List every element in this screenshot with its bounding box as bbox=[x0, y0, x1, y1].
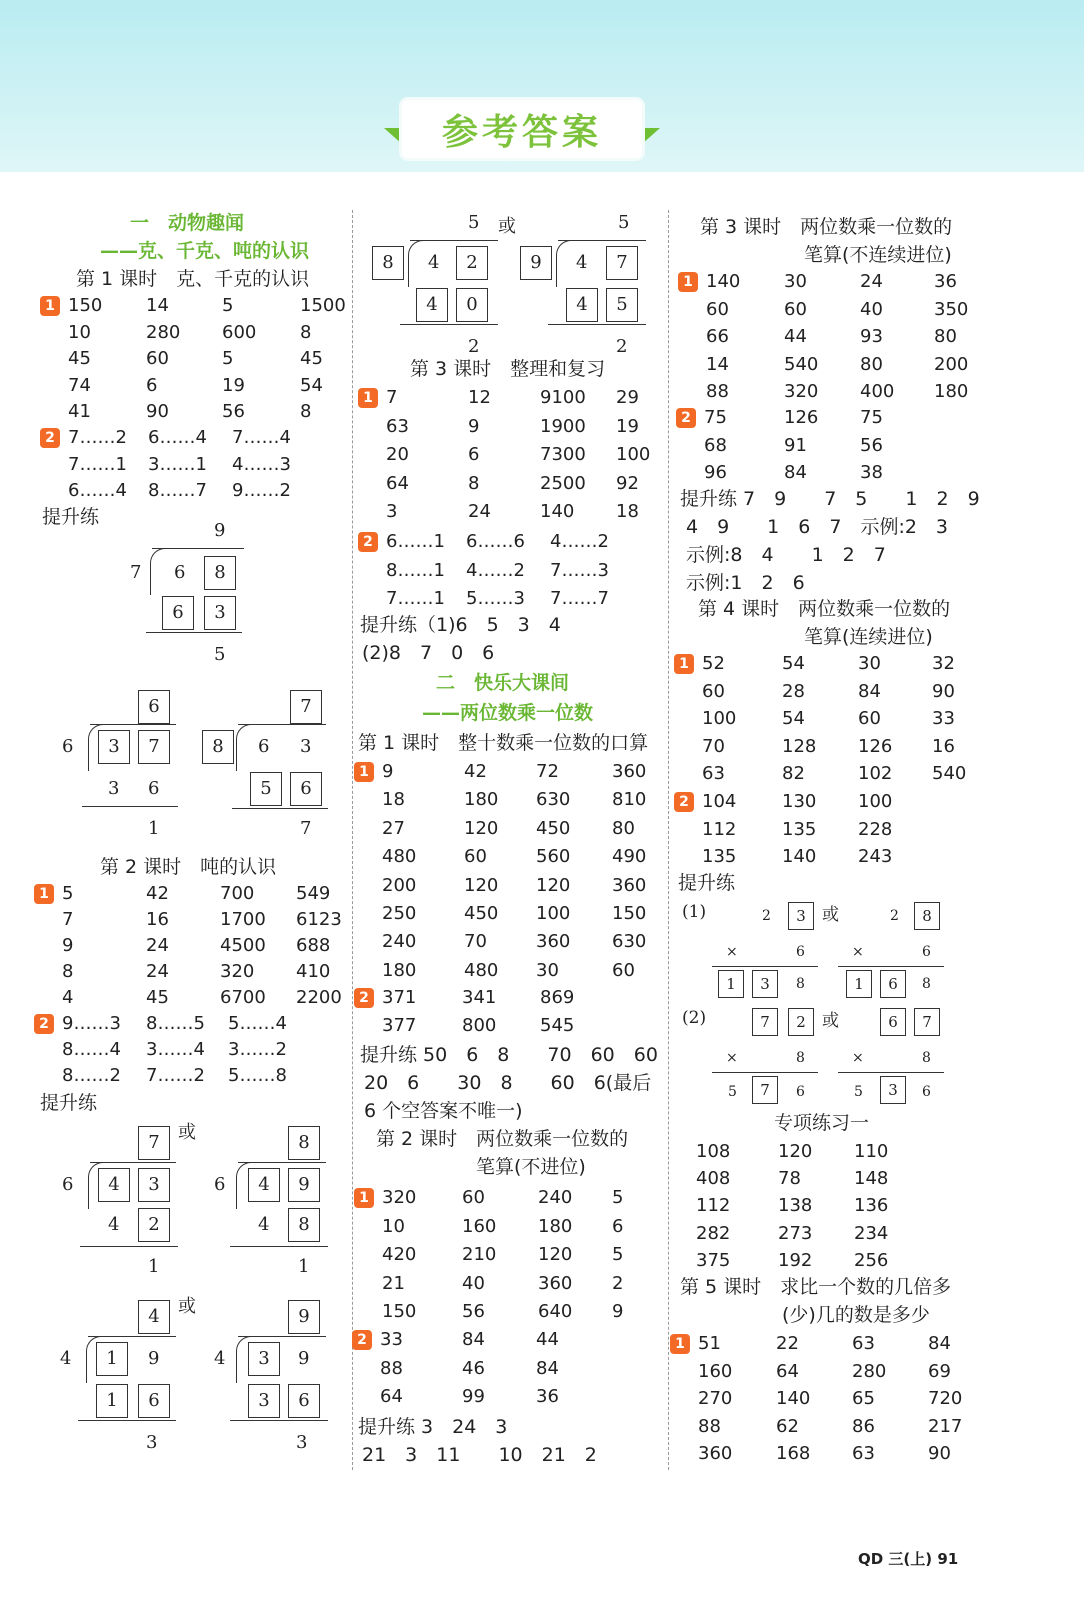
answer-cell: 160 bbox=[462, 1215, 497, 1237]
answer-cell: 320 bbox=[220, 961, 255, 982]
column-divider bbox=[668, 210, 669, 1470]
answer-cell: 140 bbox=[540, 501, 575, 522]
answer-cell: 360 bbox=[612, 761, 647, 782]
answer-cell: 46 bbox=[462, 1357, 485, 1379]
answer-cell: 8……7 bbox=[148, 480, 207, 501]
tisheng-line: 提升练 7 9 7 5 1 2 9 bbox=[680, 488, 980, 510]
ribbon-right bbox=[642, 128, 660, 144]
answer-cell: 4……2 bbox=[550, 531, 609, 552]
answer-cell: 91 bbox=[784, 434, 807, 456]
answer-cell: 104 bbox=[702, 791, 737, 812]
lesson-title: 第 2 课时 吨的认识 bbox=[100, 856, 277, 878]
answer-cell: 210 bbox=[462, 1244, 497, 1266]
answer-cell: 60 bbox=[784, 298, 807, 320]
answer-cell: 4……2 bbox=[466, 559, 525, 581]
answer-cell: 69 bbox=[928, 1360, 951, 1382]
answer-cell: 93 bbox=[860, 326, 883, 347]
tisheng-line: 4 9 1 6 7 示例:2 3 bbox=[686, 516, 949, 538]
answer-cell: 9 bbox=[468, 415, 480, 437]
answer-cell: 256 bbox=[854, 1249, 889, 1271]
answer-cell: 60 bbox=[702, 680, 725, 702]
answer-cell: 8 bbox=[468, 472, 480, 494]
answer-cell: 200 bbox=[382, 874, 417, 896]
answer-cell: 64 bbox=[380, 1386, 403, 1408]
answer-cell: 28 bbox=[782, 680, 805, 702]
answer-cell: 375 bbox=[696, 1249, 731, 1271]
answer-cell: 5 bbox=[222, 348, 234, 369]
answer-cell: 100 bbox=[616, 444, 651, 465]
answer-cell: 3 bbox=[386, 501, 398, 522]
question-number-badge: 1 bbox=[354, 762, 374, 782]
answer-cell: 14 bbox=[706, 353, 729, 375]
answer-cell: 88 bbox=[698, 1415, 721, 1437]
answer-cell: 8 bbox=[300, 321, 312, 343]
answer-cell: 7……3 bbox=[550, 559, 609, 581]
tisheng-line: 示例:1 2 6 bbox=[686, 572, 805, 594]
answer-cell: 4……3 bbox=[232, 453, 291, 475]
answer-cell: 4500 bbox=[220, 935, 266, 956]
answer-cell: 102 bbox=[858, 763, 893, 784]
answer-cell: 60 bbox=[612, 959, 635, 981]
answer-cell: 8……2 bbox=[62, 1065, 121, 1086]
answer-cell: 88 bbox=[706, 381, 729, 402]
answer-cell: 20 bbox=[386, 444, 409, 465]
answer-cell: 120 bbox=[536, 874, 571, 896]
question-number-badge: 1 bbox=[674, 654, 694, 674]
answer-cell: 320 bbox=[784, 381, 819, 402]
lesson-subtitle: (少)几的数是多少 bbox=[782, 1304, 930, 1326]
answer-cell: 630 bbox=[536, 789, 571, 811]
answer-cell: 74 bbox=[68, 374, 91, 396]
page-footer: QD 三(上) 91 bbox=[858, 1550, 959, 1568]
answer-cell: 38 bbox=[860, 462, 883, 483]
answer-cell: 84 bbox=[784, 462, 807, 483]
answer-cell: 54 bbox=[782, 708, 805, 729]
answer-cell: 180 bbox=[382, 959, 417, 981]
answer-cell: 19 bbox=[616, 415, 639, 437]
answer-cell: 62 bbox=[776, 1415, 799, 1437]
answer-cell: 150 bbox=[382, 1301, 417, 1323]
answer-cell: 54 bbox=[782, 653, 805, 674]
answer-cell: 7300 bbox=[540, 444, 586, 465]
answer-cell: 6 bbox=[146, 374, 158, 396]
question-number-badge: 2 bbox=[40, 428, 60, 448]
answer-cell: 108 bbox=[696, 1141, 731, 1162]
unit-title: 一 动物趣闻 bbox=[130, 212, 245, 234]
answer-cell: 869 bbox=[540, 987, 575, 1008]
answer-cell: 810 bbox=[612, 789, 647, 811]
lesson-title: 第 3 课时 两位数乘一位数的 bbox=[700, 216, 953, 238]
tisheng-line: 示例:8 4 1 2 7 bbox=[686, 544, 886, 566]
answer-cell: 371 bbox=[382, 987, 417, 1008]
answer-cell: 410 bbox=[296, 961, 331, 982]
answer-cell: 120 bbox=[538, 1244, 573, 1266]
answer-cell: 240 bbox=[538, 1187, 573, 1208]
tisheng-line: 提升练（1)6 5 3 4 bbox=[360, 614, 561, 636]
answer-cell: 5 bbox=[612, 1244, 624, 1266]
answer-cell: 180 bbox=[934, 381, 969, 402]
answer-cell: 45 bbox=[146, 987, 169, 1008]
answer-cell: 21 bbox=[382, 1272, 405, 1294]
answer-cell: 160 bbox=[698, 1360, 733, 1382]
answer-cell: 5……8 bbox=[228, 1065, 287, 1086]
answer-cell: 16 bbox=[932, 735, 955, 757]
answer-cell: 420 bbox=[382, 1244, 417, 1266]
answer-cell: 8……4 bbox=[62, 1039, 121, 1060]
answer-cell: 112 bbox=[702, 818, 737, 840]
unit-title: 二 快乐大课间 bbox=[436, 672, 570, 694]
answer-cell: 720 bbox=[928, 1388, 963, 1409]
answer-cell: 2200 bbox=[296, 987, 342, 1008]
answer-cell: 51 bbox=[698, 1333, 721, 1354]
question-number-badge: 1 bbox=[34, 884, 54, 904]
answer-cell: 7……1 bbox=[68, 453, 127, 475]
answer-cell: 10 bbox=[382, 1215, 405, 1237]
answer-cell: 16 bbox=[146, 909, 169, 930]
answer-cell: 18 bbox=[382, 789, 405, 811]
question-number-badge: 1 bbox=[358, 388, 378, 408]
answer-cell: 60 bbox=[462, 1187, 485, 1208]
answer-cell: 82 bbox=[782, 763, 805, 784]
answer-cell: 33 bbox=[932, 708, 955, 729]
lesson-title: 第 1 课时 克、千克的认识 bbox=[76, 268, 310, 290]
lesson-title: 第 2 课时 两位数乘一位数的 bbox=[376, 1128, 629, 1150]
answer-cell: 56 bbox=[222, 401, 245, 422]
answer-cell: 192 bbox=[778, 1249, 813, 1271]
answer-cell: 6……4 bbox=[148, 427, 207, 448]
answer-cell: 360 bbox=[536, 931, 571, 953]
answer-cell: 126 bbox=[858, 735, 893, 757]
ribbon-left bbox=[384, 128, 402, 144]
answer-cell: 200 bbox=[934, 353, 969, 375]
answer-cell: 280 bbox=[852, 1360, 887, 1382]
answer-cell: 120 bbox=[464, 874, 499, 896]
answer-cell: 9……3 bbox=[62, 1013, 121, 1034]
answer-cell: 60 bbox=[464, 846, 487, 868]
answer-cell: 19 bbox=[222, 374, 245, 396]
answer-cell: 5……3 bbox=[466, 588, 525, 609]
answer-cell: 273 bbox=[778, 1222, 813, 1244]
answer-cell: 9100 bbox=[540, 387, 586, 408]
answer-cell: 56 bbox=[860, 434, 883, 456]
answer-cell: 217 bbox=[928, 1415, 963, 1437]
answer-cell: 84 bbox=[928, 1333, 951, 1354]
question-number-badge: 2 bbox=[34, 1014, 54, 1034]
answer-cell: 150 bbox=[68, 295, 103, 316]
answer-cell: 560 bbox=[536, 846, 571, 868]
answer-cell: 7 bbox=[62, 909, 74, 930]
tisheng-line: 20 6 30 8 60 6(最后 bbox=[364, 1072, 652, 1094]
answer-cell: 70 bbox=[464, 931, 487, 953]
lesson-title: 第 3 课时 整理和复习 bbox=[410, 358, 606, 380]
answer-cell: 112 bbox=[696, 1195, 731, 1217]
tisheng-label: 提升练 bbox=[40, 1092, 98, 1114]
answer-cell: 54 bbox=[300, 374, 323, 396]
lesson-title: 第 1 课时 整十数乘一位数的口算 bbox=[358, 732, 649, 754]
tisheng-line: 21 3 11 10 21 2 bbox=[362, 1444, 597, 1466]
answer-cell: 120 bbox=[464, 817, 499, 839]
answer-cell: 80 bbox=[860, 353, 883, 375]
answer-cell: 282 bbox=[696, 1222, 731, 1244]
answer-cell: 56 bbox=[462, 1301, 485, 1323]
answer-cell: 800 bbox=[462, 1015, 497, 1037]
answer-cell: 75 bbox=[860, 407, 883, 428]
answer-cell: 80 bbox=[934, 326, 957, 347]
answer-cell: 90 bbox=[928, 1443, 951, 1464]
answer-cell: 138 bbox=[778, 1195, 813, 1217]
answer-cell: 270 bbox=[698, 1388, 733, 1409]
answer-cell: 45 bbox=[68, 348, 91, 369]
page-title: 参考答案 bbox=[402, 100, 642, 158]
lesson-title: 第 4 课时 两位数乘一位数的 bbox=[698, 598, 951, 620]
answer-cell: 549 bbox=[296, 883, 331, 904]
answer-cell: 27 bbox=[382, 817, 405, 839]
answer-cell: 52 bbox=[702, 653, 725, 674]
answer-cell: 700 bbox=[220, 883, 255, 904]
answer-cell: 7……2 bbox=[146, 1065, 205, 1086]
answer-cell: 540 bbox=[932, 763, 967, 784]
answer-cell: 243 bbox=[858, 846, 893, 867]
answer-cell: 250 bbox=[382, 903, 417, 924]
answer-cell: 63 bbox=[386, 415, 409, 437]
answer-cell: 490 bbox=[612, 846, 647, 868]
tisheng-line: (2)8 7 0 6 bbox=[362, 642, 495, 664]
answer-cell: 6700 bbox=[220, 987, 266, 1008]
unit-subtitle: ——克、千克、吨的认识 bbox=[100, 240, 310, 262]
answer-cell: 450 bbox=[536, 817, 571, 839]
answer-cell: 32 bbox=[932, 653, 955, 674]
answer-cell: 450 bbox=[464, 903, 499, 924]
answer-cell: 360 bbox=[612, 874, 647, 896]
answer-cell: 7……7 bbox=[550, 588, 609, 609]
answer-cell: 135 bbox=[782, 818, 817, 840]
answer-cell: 320 bbox=[382, 1187, 417, 1208]
answer-cell: 90 bbox=[146, 401, 169, 422]
answer-cell: 480 bbox=[382, 846, 417, 868]
answer-cell: 9 bbox=[62, 935, 74, 956]
answer-cell: 6……4 bbox=[68, 480, 127, 501]
answer-cell: 7 bbox=[386, 387, 398, 408]
answer-cell: 90 bbox=[932, 680, 955, 702]
answer-cell: 68 bbox=[704, 434, 727, 456]
answer-cell: 6 bbox=[612, 1215, 624, 1237]
answer-cell: 5……4 bbox=[228, 1013, 287, 1034]
answer-cell: 78 bbox=[778, 1168, 801, 1190]
answer-cell: 7……2 bbox=[68, 427, 127, 448]
answer-cell: 64 bbox=[776, 1360, 799, 1382]
answer-cell: 14 bbox=[146, 295, 169, 316]
answer-cell: 408 bbox=[696, 1168, 731, 1190]
answer-cell: 42 bbox=[464, 761, 487, 782]
question-number-badge: 2 bbox=[354, 988, 374, 1008]
answer-cell: 6……6 bbox=[466, 531, 525, 552]
answer-cell: 60 bbox=[706, 298, 729, 320]
answer-cell: 66 bbox=[706, 326, 729, 347]
section-title: 专项练习一 bbox=[774, 1112, 870, 1134]
answer-cell: 24 bbox=[146, 935, 169, 956]
answer-cell: 180 bbox=[464, 789, 499, 811]
answer-cell: 24 bbox=[468, 501, 491, 522]
answer-cell: 24 bbox=[860, 271, 883, 292]
answer-cell: 92 bbox=[616, 472, 639, 494]
answer-cell: 640 bbox=[538, 1301, 573, 1323]
answer-cell: 36 bbox=[934, 271, 957, 292]
answer-cell: 120 bbox=[778, 1141, 813, 1162]
answer-cell: 377 bbox=[382, 1015, 417, 1037]
answer-cell: 40 bbox=[462, 1272, 485, 1294]
answer-cell: 100 bbox=[858, 791, 893, 812]
answer-cell: 5 bbox=[222, 295, 234, 316]
answer-cell: 65 bbox=[852, 1388, 875, 1409]
question-number-badge: 1 bbox=[40, 296, 60, 316]
answer-cell: 60 bbox=[146, 348, 169, 369]
question-number-badge: 2 bbox=[352, 1330, 372, 1350]
answer-cell: 64 bbox=[386, 472, 409, 494]
answer-cell: 136 bbox=[854, 1195, 889, 1217]
answer-cell: 86 bbox=[852, 1415, 875, 1437]
question-number-badge: 1 bbox=[354, 1188, 374, 1208]
answer-cell: 80 bbox=[612, 817, 635, 839]
answer-cell: 84 bbox=[536, 1357, 559, 1379]
tisheng-line: 提升练 3 24 3 bbox=[358, 1416, 508, 1438]
answer-cell: 150 bbox=[612, 903, 647, 924]
answer-cell: 63 bbox=[852, 1333, 875, 1354]
answer-cell: 99 bbox=[462, 1386, 485, 1408]
lesson-subtitle: 笔算(不连续进位) bbox=[804, 244, 952, 266]
answer-cell: 360 bbox=[698, 1443, 733, 1464]
question-number-badge: 2 bbox=[674, 792, 694, 812]
answer-cell: 63 bbox=[702, 763, 725, 784]
tisheng-line: 6 个空答案不唯一) bbox=[364, 1100, 523, 1122]
answer-cell: 280 bbox=[146, 321, 181, 343]
answer-cell: 6……1 bbox=[386, 531, 445, 552]
answer-cell: 84 bbox=[858, 680, 881, 702]
answer-cell: 5 bbox=[62, 883, 74, 904]
answer-cell: 228 bbox=[858, 818, 893, 840]
column-divider bbox=[352, 210, 353, 1470]
answer-cell: 9 bbox=[382, 761, 394, 782]
answer-cell: 8……5 bbox=[146, 1013, 205, 1034]
answer-cell: 4 bbox=[62, 987, 74, 1008]
answer-cell: 100 bbox=[702, 708, 737, 729]
answer-cell: 1500 bbox=[300, 295, 346, 316]
answer-cell: 180 bbox=[538, 1215, 573, 1237]
answer-cell: 88 bbox=[380, 1357, 403, 1379]
tisheng-label: 提升练 bbox=[42, 506, 100, 528]
answer-cell: 600 bbox=[222, 321, 257, 343]
answer-cell: 84 bbox=[462, 1329, 485, 1350]
answer-cell: 140 bbox=[782, 846, 817, 867]
answer-cell: 6 bbox=[468, 444, 480, 465]
answer-cell: 480 bbox=[464, 959, 499, 981]
answer-cell: 688 bbox=[296, 935, 331, 956]
answer-cell: 36 bbox=[536, 1386, 559, 1408]
answer-cell: 12 bbox=[468, 387, 491, 408]
answer-cell: 1900 bbox=[540, 415, 586, 437]
answer-cell: 7……4 bbox=[232, 427, 291, 448]
answer-cell: 140 bbox=[706, 271, 741, 292]
lesson-subtitle: 笔算(不进位) bbox=[476, 1156, 586, 1178]
question-number-badge: 2 bbox=[358, 532, 378, 552]
question-number-badge: 2 bbox=[676, 408, 696, 428]
answer-cell: 168 bbox=[776, 1443, 811, 1464]
answer-cell: 44 bbox=[536, 1329, 559, 1350]
tisheng-line: 提升练 50 6 8 70 60 60 bbox=[360, 1044, 658, 1066]
answer-cell: 75 bbox=[704, 407, 727, 428]
answer-cell: 3……4 bbox=[146, 1039, 205, 1060]
answer-cell: 540 bbox=[784, 353, 819, 375]
answer-cell: 130 bbox=[782, 791, 817, 812]
answer-cell: 100 bbox=[536, 903, 571, 924]
answer-cell: 70 bbox=[702, 735, 725, 757]
answer-cell: 630 bbox=[612, 931, 647, 953]
answer-cell: 72 bbox=[536, 761, 559, 782]
lesson-title: 第 5 课时 求比一个数的几倍多 bbox=[680, 1276, 952, 1298]
answer-cell: 8 bbox=[300, 401, 312, 422]
answer-cell: 5 bbox=[612, 1187, 624, 1208]
answer-cell: 10 bbox=[68, 321, 91, 343]
answer-cell: 63 bbox=[852, 1443, 875, 1464]
answer-cell: 148 bbox=[854, 1168, 889, 1190]
answer-cell: 234 bbox=[854, 1222, 889, 1244]
answer-cell: 22 bbox=[776, 1333, 799, 1354]
answer-cell: 42 bbox=[146, 883, 169, 904]
answer-cell: 140 bbox=[776, 1388, 811, 1409]
answer-cell: 400 bbox=[860, 381, 895, 402]
answer-cell: 2500 bbox=[540, 472, 586, 494]
answer-cell: 41 bbox=[68, 401, 91, 422]
answer-cell: 128 bbox=[782, 735, 817, 757]
answer-cell: 60 bbox=[858, 708, 881, 729]
answer-cell: 8……1 bbox=[386, 559, 445, 581]
answer-cell: 30 bbox=[784, 271, 807, 292]
question-number-badge: 1 bbox=[678, 272, 698, 292]
answer-cell: 350 bbox=[934, 298, 969, 320]
answer-cell: 2 bbox=[612, 1272, 624, 1294]
answer-cell: 44 bbox=[784, 326, 807, 347]
answer-cell: 96 bbox=[704, 462, 727, 483]
answer-cell: 30 bbox=[858, 653, 881, 674]
answer-cell: 135 bbox=[702, 846, 737, 867]
answer-cell: 40 bbox=[860, 298, 883, 320]
answer-cell: 45 bbox=[300, 348, 323, 369]
answer-cell: 545 bbox=[540, 1015, 575, 1037]
answer-cell: 3……1 bbox=[148, 453, 207, 475]
answer-cell: 30 bbox=[536, 959, 559, 981]
question-number-badge: 1 bbox=[670, 1334, 690, 1354]
answer-cell: 18 bbox=[616, 501, 639, 522]
unit-subtitle: ——两位数乘一位数 bbox=[422, 702, 594, 724]
lesson-subtitle: 笔算(连续进位) bbox=[804, 626, 933, 648]
tisheng-label: 提升练 bbox=[678, 872, 736, 894]
answer-cell: 7……1 bbox=[386, 588, 445, 609]
answer-cell: 9 bbox=[612, 1301, 624, 1323]
answer-cell: 29 bbox=[616, 387, 639, 408]
answer-cell: 3……2 bbox=[228, 1039, 287, 1060]
answer-cell: 126 bbox=[784, 407, 819, 428]
answer-cell: 24 bbox=[146, 961, 169, 982]
answer-cell: 240 bbox=[382, 931, 417, 953]
answer-cell: 9……2 bbox=[232, 480, 291, 501]
answer-cell: 8 bbox=[62, 961, 74, 982]
answer-cell: 6123 bbox=[296, 909, 342, 930]
answer-cell: 1700 bbox=[220, 909, 266, 930]
answer-cell: 360 bbox=[538, 1272, 573, 1294]
answer-cell: 33 bbox=[380, 1329, 403, 1350]
answer-cell: 110 bbox=[854, 1141, 889, 1162]
answer-cell: 341 bbox=[462, 987, 497, 1008]
